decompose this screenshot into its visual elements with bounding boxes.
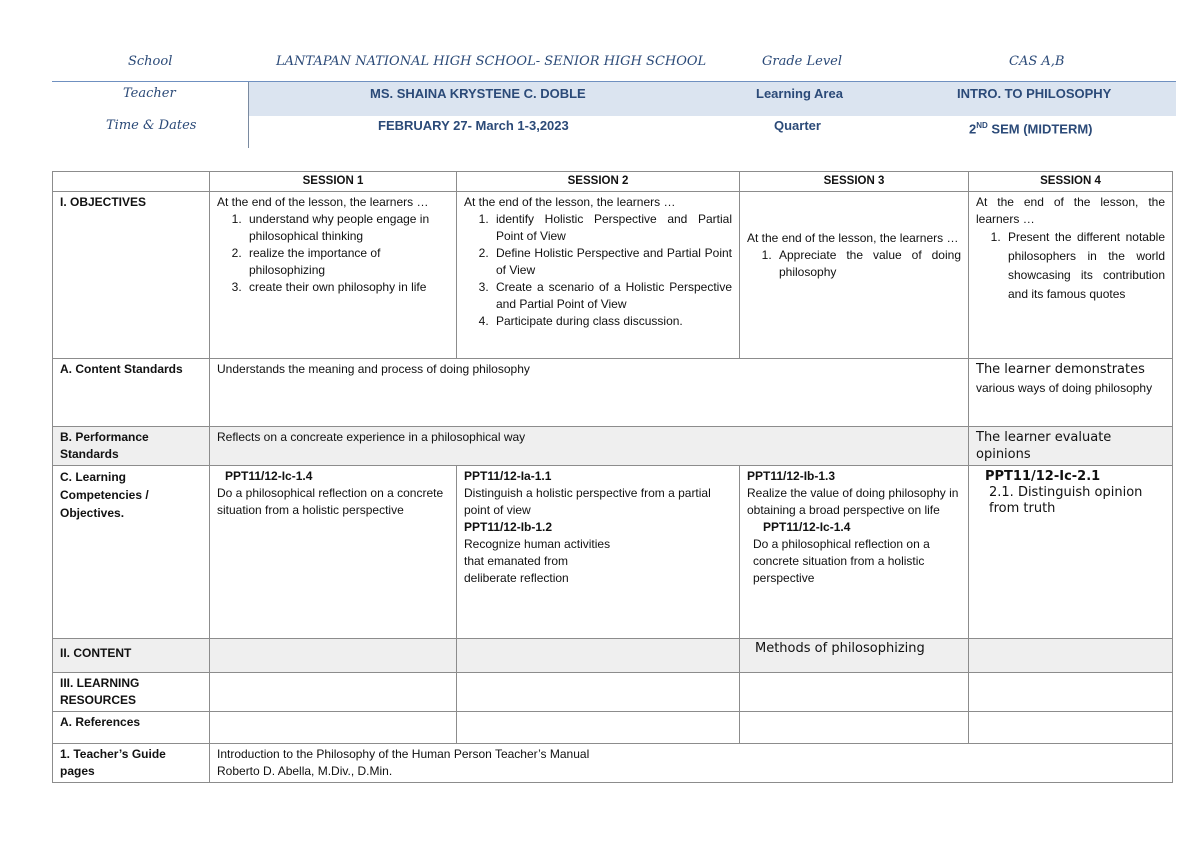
content-label: II. CONTENT [53,639,210,673]
objectives-s4-list [976,228,1165,304]
objectives-row [53,192,1173,359]
performance-standards-value: Reflects on a concreate experience in a philosophical way [210,427,969,466]
session-3-header: SESSION 3 [740,172,969,192]
header-row-school [52,46,1176,78]
objectives-session-2: At the end of the lesson, the learners … 1. identify Holistic Perspective and Partial Point of View 2. Define Holistic Perspective and Partial Point of View 3. Create a scenario of a Holistic Perspective and Partial Point of View 4. Participate during class discussion. [457,192,740,359]
time-label: Time & Dates [106,118,197,133]
grade-value: CAS A,B [1009,54,1065,69]
quarter-label: Quarter [774,118,821,133]
teacher-value: MS. SHAINA KRYSTENE C. DOBLE [370,86,586,101]
objectives-session-1: At the end of the lesson, the learners … 1. understand why people engage in philosophical thinking 2. realize the importance of philosophizing 3. create their own philosophy in life [210,192,457,359]
teachers-guide-label: 1. Teacher’s Guide pages [53,744,210,783]
content-standards-session-4: The learner demonstrates various ways of doing philosophy [969,359,1173,427]
teacher-label: Teacher [123,86,176,101]
references-label: A. References [53,712,210,744]
area-label: Learning Area [756,86,843,101]
list-item: 1. understand why people engage in philosophical thinking [245,211,449,245]
quarter-value: 2ND SEM (MIDTERM) [969,121,1093,137]
grade-label: Grade Level [762,54,843,69]
competencies-session-1: PPT11/12-Ic-1.4 Do a philosophical reflection on a concrete situation from a holistic perspective [210,466,457,639]
list-item: 3. create their own philosophy in life [245,279,449,296]
lesson-plan-table [52,171,1173,783]
objectives-session-3: At the end of the lesson, the learners … 1. Appreciate the value of doing philosophy [740,192,969,359]
content-session-3: Methods of philosophizing [740,639,969,673]
performance-standards-label: B. Performance Standards [53,427,210,466]
school-value: LANTAPAN NATIONAL HIGH SCHOOL- SENIOR HIGH SCHOOL [276,54,707,69]
list-item: 2. realize the importance of philosophizing [245,245,449,279]
session-1-header: SESSION 1 [210,172,457,192]
performance-standards-session-4: The learner evaluate opinions [969,427,1173,466]
list-item: 4. Participate during class discussion. [492,313,732,330]
competencies-session-3: PPT11/12-Ib-1.3 Realize the value of doing philosophy in obtaining a broad perspective on life PPT11/12-Ic-1.4 Do a philosophical reflection on a concrete situation from a holistic perspective [740,466,969,639]
session-2-header: SESSION 2 [457,172,740,192]
objectives-s3-list [747,247,961,281]
school-label: School [128,54,173,69]
objectives-session-4: At the end of the lesson, the learners … 1. Present the different notable philosophers in the world showcasing its contribution and its famous quotes [969,192,1173,359]
teachers-guide-value: Introduction to the Philosophy of the Human Person Teacher’s Manual Roberto D. Abella, M.Div., D.Min. [210,744,1173,783]
list-item: 3. Create a scenario of a Holistic Perspective and Partial Point of View [492,279,732,313]
area-value: INTRO. TO PHILOSOPHY [957,86,1112,101]
learning-resources-label: III. LEARNING RESOURCES [53,673,210,712]
objectives-label: I. OBJECTIVES [53,192,210,359]
references-row [53,712,1173,744]
content-standards-label: A. Content Standards [53,359,210,427]
competencies-label: C. Learning Competencies / Objectives. [53,466,210,639]
header-row-time [52,110,1176,142]
session-header-row [53,172,1173,192]
list-item: 2. Define Holistic Perspective and Partial Point of View [492,245,732,279]
competencies-session-4: PPT11/12-Ic-2.1 2.1. Distinguish opinion from truth [969,466,1173,639]
time-value: FEBRUARY 27- March 1-3,2023 [378,118,569,133]
list-item: 1. Appreciate the value of doing philosophy [775,247,961,281]
header-row-teacher [52,78,1176,110]
competencies-row [53,466,1173,639]
content-standards-value: Understands the meaning and process of doing philosophy [210,359,969,427]
content-row [53,639,1173,673]
list-item: 1. Present the different notable philosophers in the world showcasing its contribution and its famous quotes [1004,228,1165,304]
performance-standards-row [53,427,1173,466]
competencies-session-2: PPT11/12-Ia-1.1 Distinguish a holistic perspective from a partial point of view PPT11/12-Ib-1.2 Recognize human activities that emanated from deliberate reflection [457,466,740,639]
list-item: 1. identify Holistic Perspective and Partial Point of View [492,211,732,245]
objectives-s2-list [464,211,732,330]
objectives-s1-list [217,211,449,296]
learning-resources-row [53,673,1173,712]
teachers-guide-row [53,744,1173,783]
content-standards-row [53,359,1173,427]
session-4-header: SESSION 4 [969,172,1173,192]
